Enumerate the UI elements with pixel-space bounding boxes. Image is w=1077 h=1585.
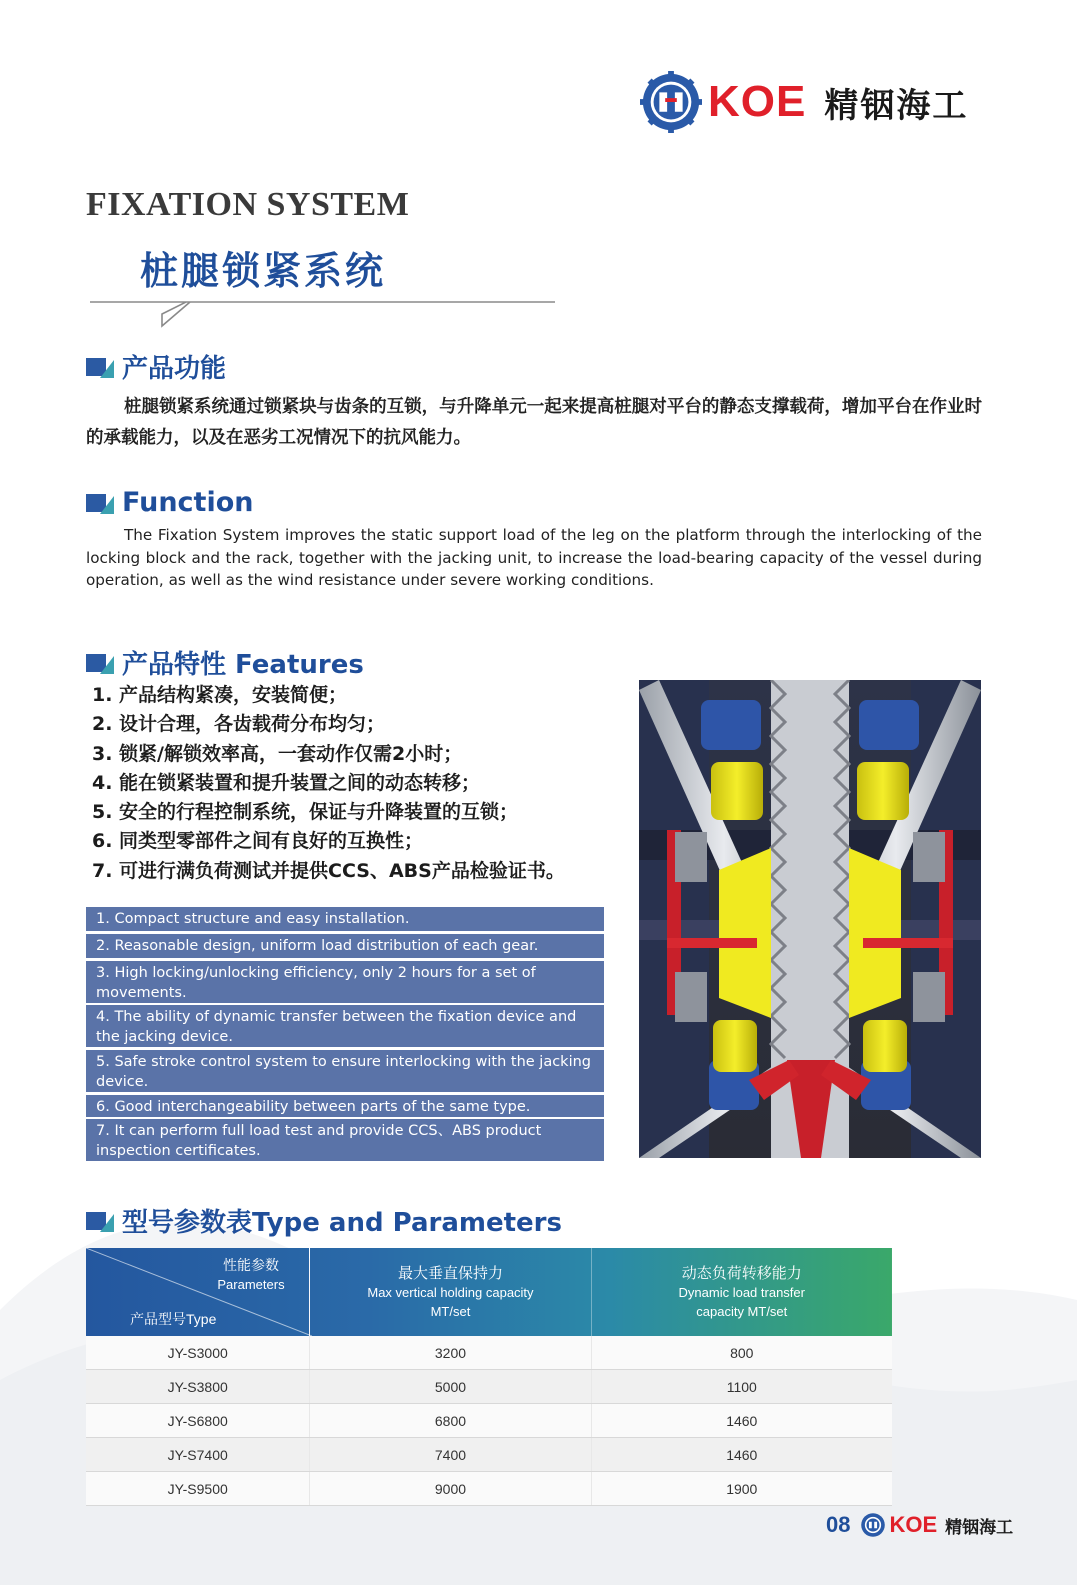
logo-koe-text: KOE [708, 77, 807, 126]
col-title-cn: 最大垂直保持力 [397, 1264, 503, 1282]
gear-logo-icon [640, 71, 702, 133]
page-number: 08 [826, 1512, 851, 1537]
page-title-en: FIXATION SYSTEM [86, 186, 410, 223]
section-title: 产品特性 Features [122, 650, 364, 680]
cell-transfer: 1900 [591, 1472, 892, 1506]
cell-type: JY-S3800 [86, 1370, 310, 1404]
cell-hold: 3200 [310, 1336, 591, 1370]
table-row [86, 1438, 892, 1472]
section-title: 型号参数表Type and Parameters [122, 1208, 562, 1238]
section-title: Function [122, 487, 254, 518]
corner-top-en: Parameters [217, 1277, 285, 1292]
cell-hold: 6800 [310, 1404, 591, 1438]
features-list-en [86, 907, 604, 1161]
footer-brand-cn: 精铟海工 [945, 1517, 1014, 1538]
list-item: 1. Compact structure and easy installation. [86, 907, 604, 931]
section-heading-parameters [86, 1202, 562, 1239]
cell-hold: 7400 [310, 1438, 591, 1472]
cell-type: JY-S6800 [86, 1404, 310, 1438]
cell-type: JY-S3000 [86, 1336, 310, 1370]
section-heading-function-en [86, 487, 253, 518]
list-item: 6. Good interchangeability between parts of the same type. [86, 1095, 604, 1117]
title-underline [90, 296, 555, 330]
page-title-cn: 桩腿锁紧系统 [140, 249, 387, 293]
corner-bottom: 产品型号Type [130, 1311, 217, 1327]
list-item: 5. 安全的行程控制系统，保证与升降装置的互锁； [92, 801, 519, 824]
col-title-en: Dynamic load transfer capacity MT/set [678, 1284, 805, 1319]
header-corner-cell [86, 1248, 310, 1336]
features-list-cn [92, 681, 632, 886]
header-col-transfer [591, 1248, 892, 1336]
table-row [86, 1370, 892, 1404]
table-row [86, 1472, 892, 1506]
header-logo [640, 70, 968, 134]
list-item: 4. 能在锁紧装置和提升装置之间的动态转移； [92, 771, 481, 794]
table-header [86, 1248, 892, 1336]
cell-type: JY-S7400 [86, 1438, 310, 1472]
header-col-hold [310, 1248, 591, 1336]
col-title-cn: 动态负荷转移能力 [681, 1264, 802, 1282]
list-item: 1. 产品结构紧凑，安装简便； [92, 684, 348, 706]
section-marker-icon [86, 492, 114, 514]
col-title-en: Max vertical holding capacity MT/set [367, 1284, 534, 1319]
parameters-table [86, 1248, 892, 1506]
brand-name-cn: 精铟海工 [824, 85, 969, 126]
product-image [639, 680, 981, 1158]
list-item: 2. 设计合理，各齿载荷分布均匀； [92, 713, 386, 736]
list-item: 6. 同类型零部件之间有良好的互换性； [92, 830, 424, 853]
section-title: 产品功能 [122, 354, 227, 384]
list-item: 3. 锁紧/解锁效率高，一套动作仅需2小时； [92, 742, 463, 765]
cell-hold: 5000 [310, 1370, 591, 1404]
corner-top-cn: 性能参数 [223, 1257, 279, 1273]
page-footer [826, 1512, 1013, 1538]
cell-transfer: 1460 [591, 1404, 892, 1438]
list-item: 4. The ability of dynamic transfer between the fixation device and the jacking device. [86, 1005, 604, 1047]
cell-transfer: 1100 [591, 1370, 892, 1404]
section-heading-features [86, 644, 364, 681]
table-row [86, 1336, 892, 1370]
list-item: 3. High locking/unlocking efficiency, only 2 hours for a set of movements. [86, 961, 604, 1003]
list-item: 5. Safe stroke control system to ensure interlocking with the jacking device. [86, 1050, 604, 1092]
cell-hold: 9000 [310, 1472, 591, 1506]
list-item: 7. It can perform full load test and provide CCS、ABS product inspection certificates. [86, 1119, 604, 1161]
cell-type: JY-S9500 [86, 1472, 310, 1506]
list-item: 2. Reasonable design, uniform load distribution of each gear. [86, 934, 604, 958]
cell-transfer: 800 [591, 1336, 892, 1370]
section-marker-icon [86, 356, 114, 378]
section-heading-function-cn [86, 348, 226, 385]
table-row [86, 1404, 892, 1438]
section-marker-icon [86, 1210, 114, 1232]
function-body-en: The Fixation System improves the static support load of the leg on the platform through the interlocking of the locking block and the rack, together with the jacking unit, to increase the load-bearing capacity of the vessel during operation, as well as the wind resistance under severe working conditions. [86, 526, 982, 589]
function-body-cn: 桩腿锁紧系统通过锁紧块与齿条的互锁，与升降单元一起来提高桩腿对平台的静态支撑载荷，增加平台在作业时的承载能力，以及在恶劣工况情况下的抗风能力。 [86, 397, 982, 448]
footer-koe-text: KOE [889, 1512, 938, 1537]
cell-transfer: 1460 [591, 1438, 892, 1472]
section-marker-icon [86, 652, 114, 674]
gear-logo-icon [860, 1512, 886, 1538]
list-item: 7. 可进行满负荷测试并提供CCS、ABS产品检验证书。 [92, 859, 565, 882]
